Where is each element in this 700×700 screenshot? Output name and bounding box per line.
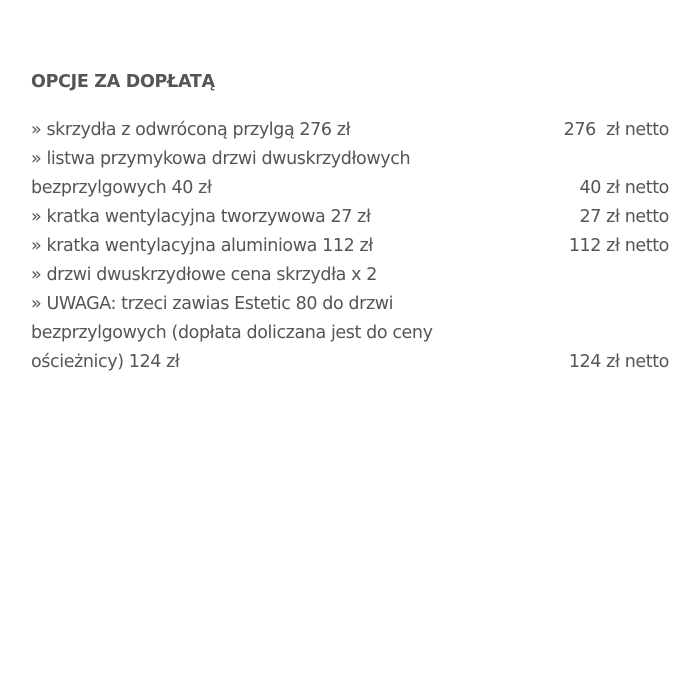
option-price: 112 zł netto bbox=[568, 236, 669, 256]
table-row bbox=[31, 145, 669, 203]
table-row bbox=[31, 203, 669, 232]
option-description: » kratka wentylacyjna aluminiowa 112 zł bbox=[31, 236, 373, 256]
option-price: 27 zł netto bbox=[579, 207, 669, 227]
option-description: » listwa przymykowa drzwi dwuskrzydłowych bezprzylgowych 40 zł bbox=[31, 149, 411, 198]
table-row bbox=[31, 116, 669, 145]
option-description: » UWAGA: trzeci zawias Estetic 80 do drzwi bezprzylgowych (dopłata doliczana jest do ceny ościeżnicy) 124 zł bbox=[31, 294, 433, 372]
table-row bbox=[31, 290, 669, 377]
option-description: » kratka wentylacyjna tworzywowa 27 zł bbox=[31, 207, 371, 227]
option-price: 40 zł netto bbox=[579, 178, 669, 198]
option-price: 124 zł netto bbox=[568, 352, 669, 372]
options-table bbox=[31, 116, 669, 377]
section-heading: OPCJE ZA DOPŁATĄ bbox=[31, 72, 215, 92]
option-description: » skrzydła z odwróconą przylgą 276 zł bbox=[31, 120, 351, 140]
table-row bbox=[31, 232, 669, 261]
option-price bbox=[501, 261, 669, 290]
table-row bbox=[31, 261, 669, 290]
option-description: » drzwi dwuskrzydłowe cena skrzydła x 2 bbox=[31, 265, 378, 285]
options-section bbox=[31, 70, 669, 377]
option-price: 276 zł netto bbox=[563, 120, 669, 140]
